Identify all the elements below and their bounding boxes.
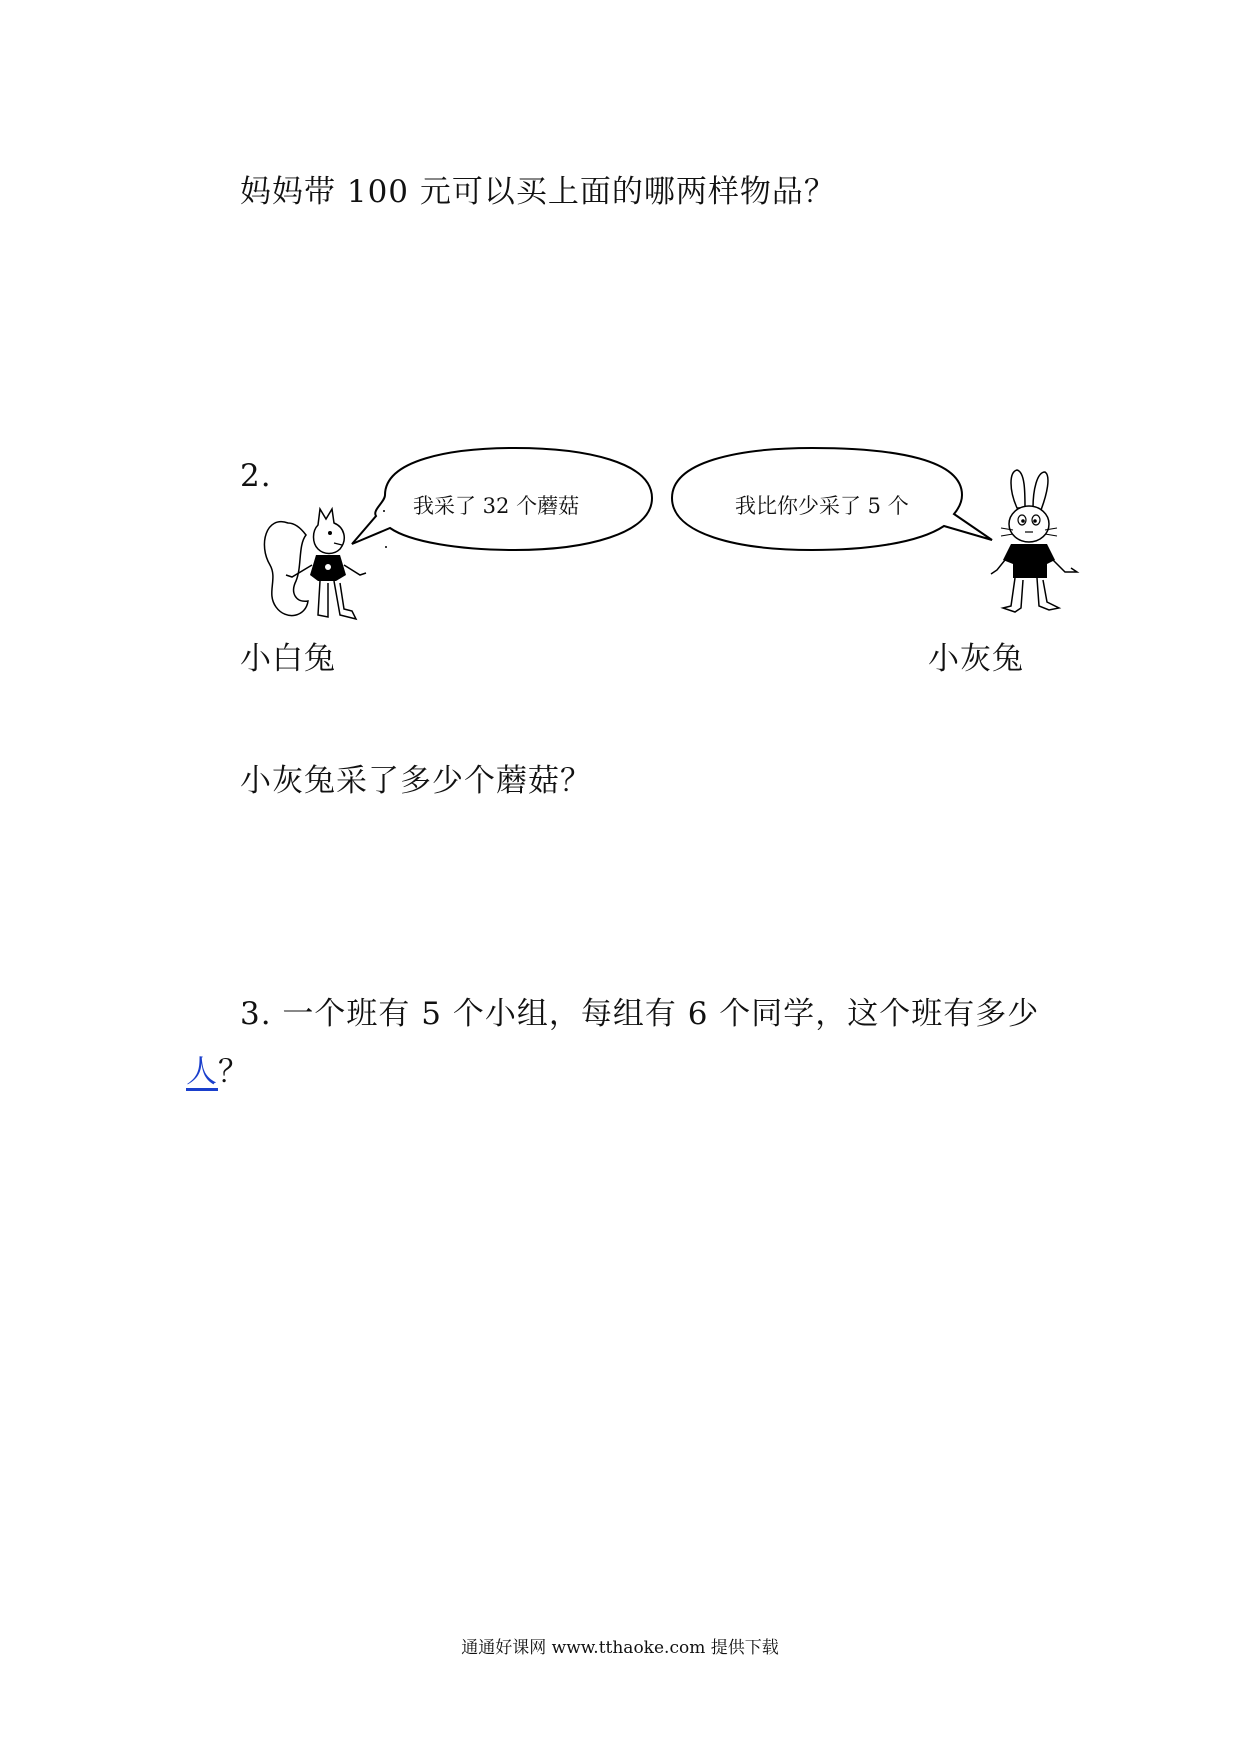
speech-bubble-left-text: 我采了 32 个蘑菇 — [413, 494, 580, 518]
question-2-text: 小灰兔采了多少个蘑菇？ — [240, 763, 592, 799]
question-3-link-word[interactable]: 人 — [186, 1054, 218, 1090]
squirrel-figure-icon — [256, 505, 396, 630]
question-3-line-2 — [186, 1046, 250, 1091]
rabbit-figure-icon — [985, 468, 1095, 618]
question-2-number: 2. — [240, 458, 272, 494]
footer-source-text: 通通好课网 www.tthaoke.com 提供下载 — [461, 1638, 779, 1658]
label-little-white-rabbit: 小白兔 — [240, 641, 336, 677]
question-3-line-1: 3. 一个班有 5 个小组，每组有 6 个同学，这个班有多少 — [240, 996, 1040, 1032]
question-3-end: ？ — [218, 1054, 250, 1090]
label-little-grey-rabbit: 小灰兔 — [928, 641, 1024, 677]
question-1-text: 妈妈带 100 元可以买上面的哪两样物品？ — [240, 174, 836, 210]
speech-bubble-right-text: 我比你少采了 5 个 — [735, 494, 909, 518]
